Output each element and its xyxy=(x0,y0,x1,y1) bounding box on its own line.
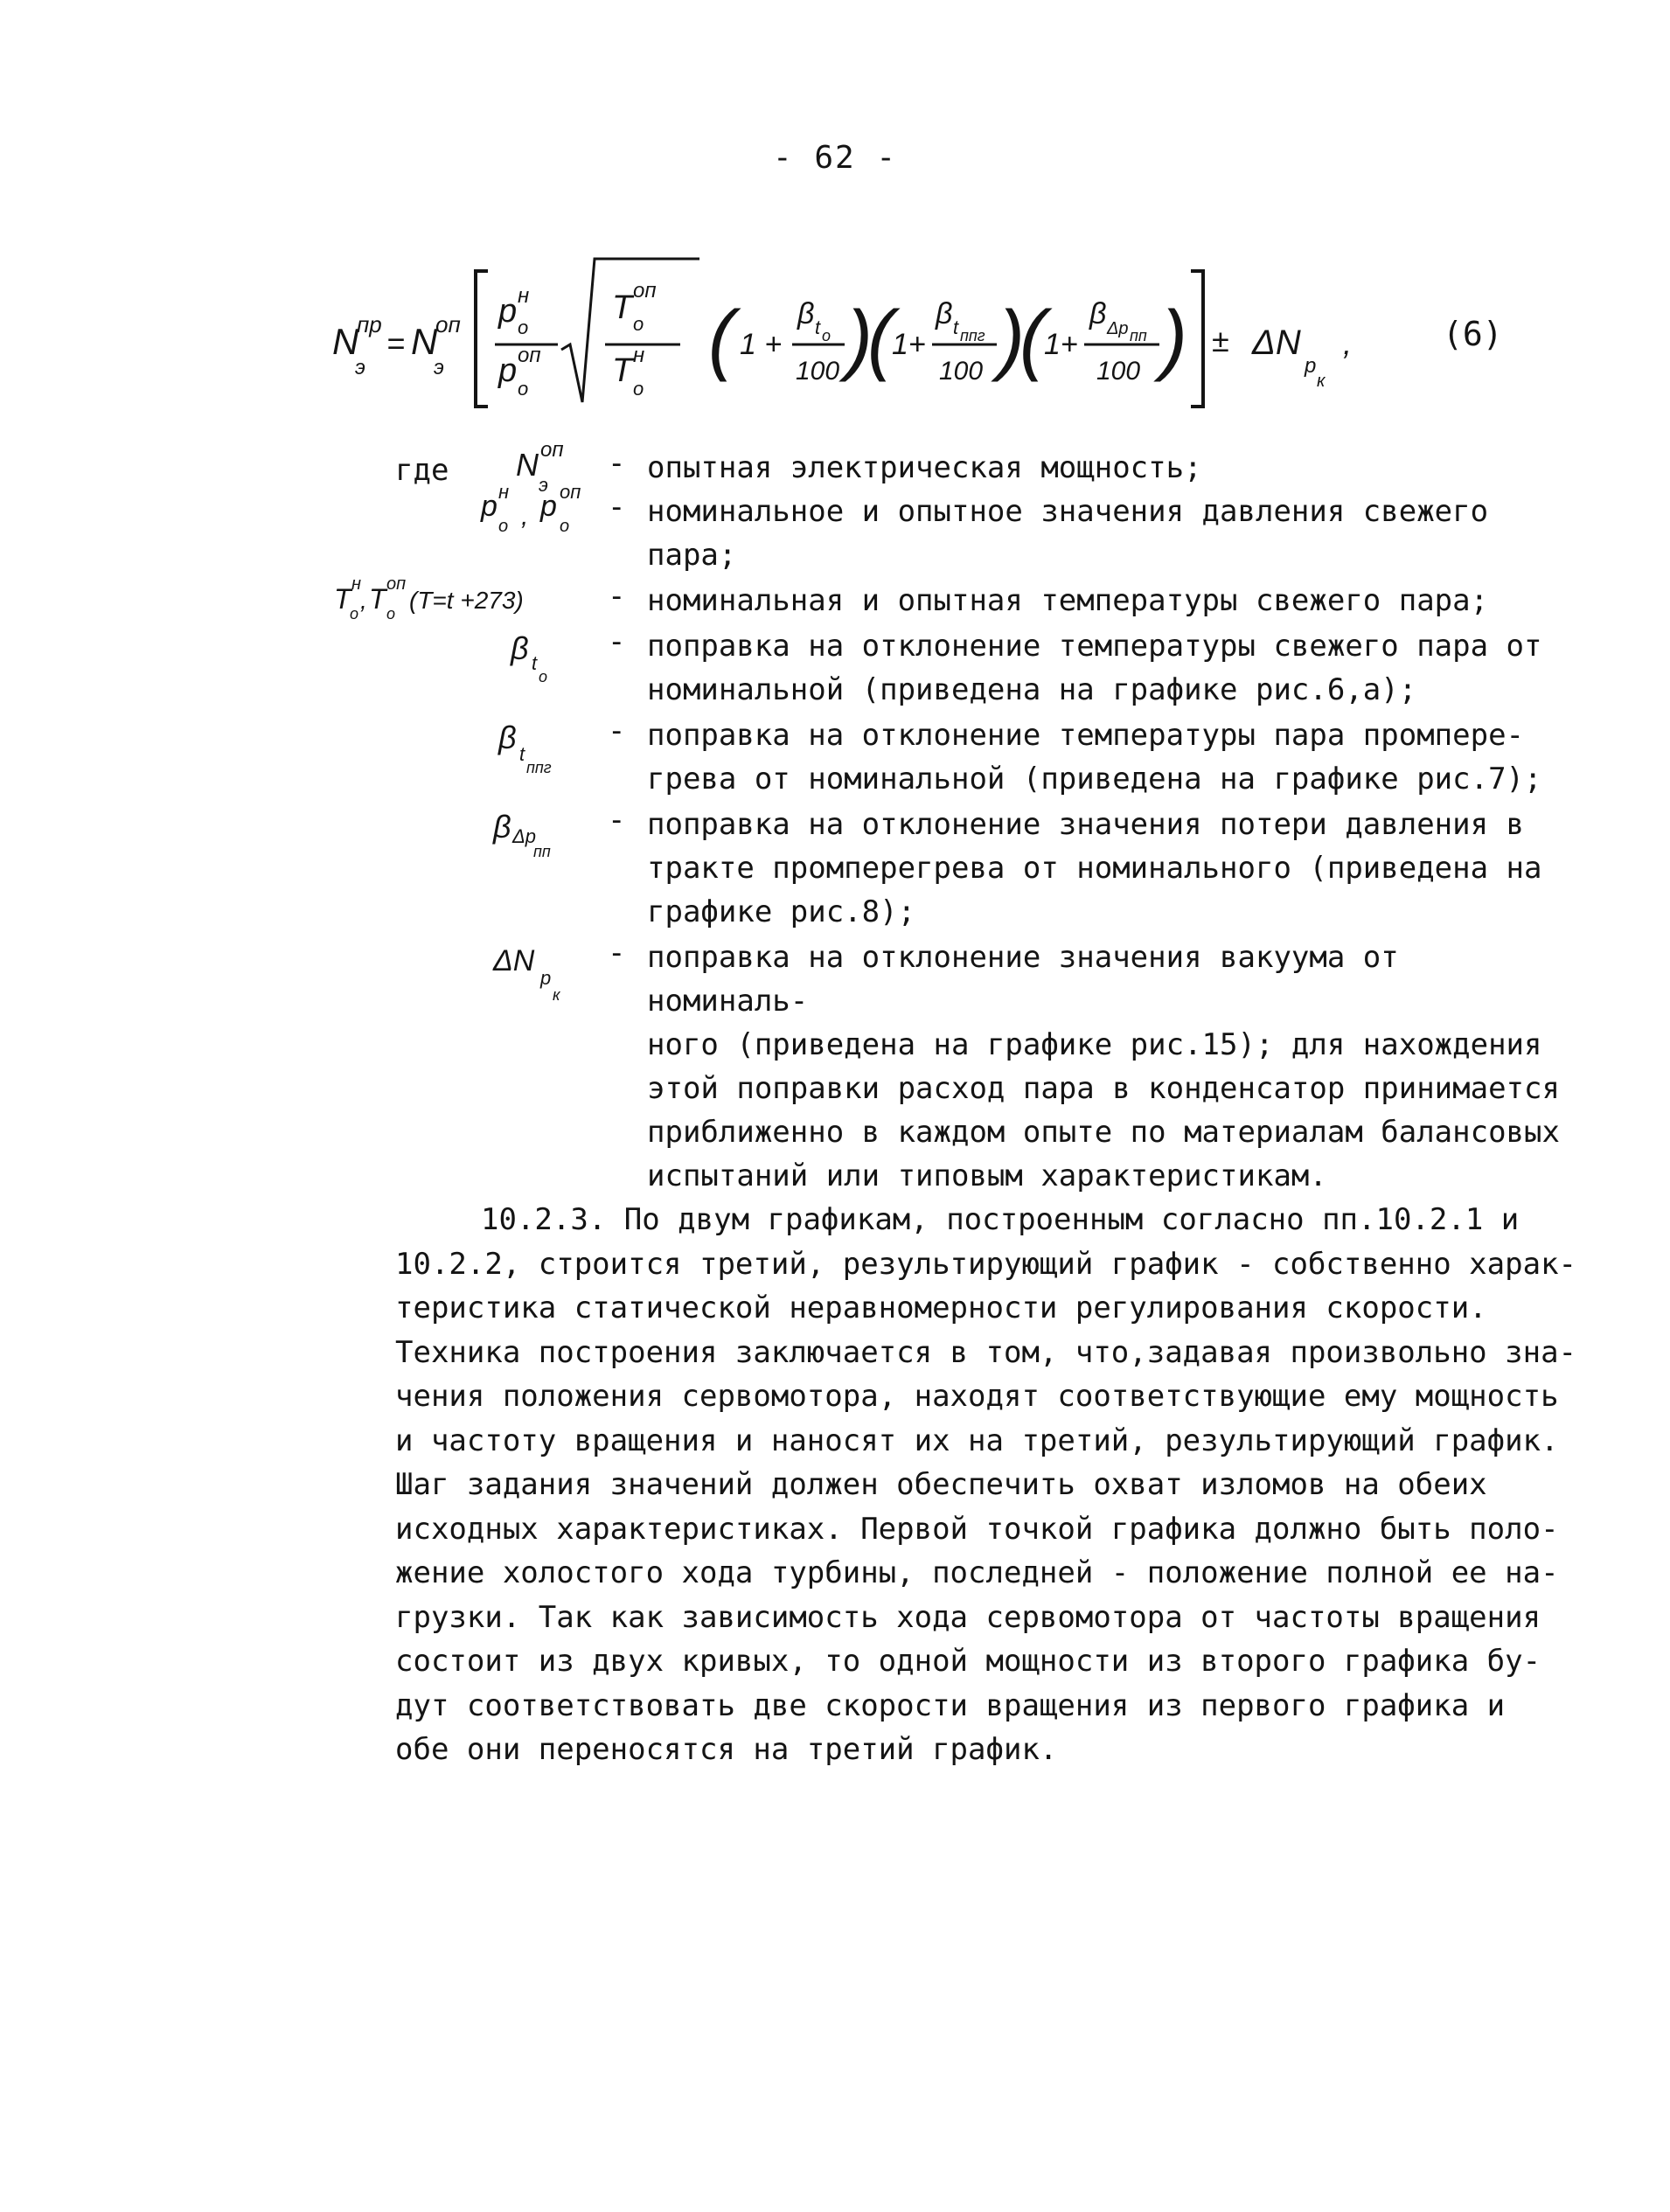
svg-text:): ) xyxy=(1161,296,1187,383)
svg-text:(T=t +273): (T=t +273) xyxy=(409,587,524,614)
definition-line: номинальная и опытная температуры свежего пара; xyxy=(647,583,1489,618)
svg-text:н: н xyxy=(498,481,510,503)
svg-text:p: p xyxy=(1305,354,1317,378)
definition-symbol xyxy=(324,799,612,860)
definition-line: номинальной (приведена на графике рис.6,а); xyxy=(647,672,1417,707)
where-label: где xyxy=(395,453,449,488)
definition-text xyxy=(647,579,1574,623)
svg-text:о: о xyxy=(539,668,548,685)
svg-text:о: о xyxy=(822,327,832,344)
svg-text:ΔN: ΔN xyxy=(1252,323,1301,362)
definition-line: грева от номинальной (приведена на графике рис.7); xyxy=(647,762,1542,796)
svg-text:1+: 1+ xyxy=(1044,328,1078,361)
definition-line: графике рис.8); xyxy=(647,894,916,929)
svg-text:оп: оп xyxy=(540,438,564,462)
definition-dash: - xyxy=(608,936,626,970)
paragraph-10-2-3 xyxy=(395,1198,1577,1772)
svg-text:β: β xyxy=(493,809,511,845)
paragraph-line: состоит из двух кривых, то одной мощности из второго графика бу- xyxy=(395,1644,1541,1679)
svg-text:N: N xyxy=(411,321,438,362)
definition-line: поправка на отклонение значения потери давления в xyxy=(647,807,1525,842)
svg-text:t: t xyxy=(532,652,538,674)
definition-line: этой поправки расход пара в конденсатор принимается xyxy=(647,1071,1560,1106)
definition-text xyxy=(647,936,1574,1198)
svg-text:н: н xyxy=(518,284,530,308)
svg-text:о: о xyxy=(633,378,644,400)
definition-item xyxy=(0,481,1670,577)
definition-line: тракте промперегрева от номинального (приведена на xyxy=(647,851,1542,886)
paragraph-line: дут соответствовать две скорости вращения из первого графика и xyxy=(395,1687,1506,1723)
definition-item xyxy=(0,713,1670,801)
definition-line: поправка на отклонение значения вакуума от номиналь- xyxy=(647,940,1399,1019)
svg-text:о: о xyxy=(518,378,529,400)
svg-text:): ) xyxy=(999,296,1025,383)
paragraph-line: чения положения сервомотора, находят соответствующие ему мощность xyxy=(395,1379,1559,1414)
paragraph-line: Техника построения заключается в том, что,задавая произвольно зна- xyxy=(395,1334,1577,1370)
svg-text:β: β xyxy=(498,720,517,755)
svg-text:Δp: Δp xyxy=(1107,319,1129,338)
svg-text:о: о xyxy=(350,605,359,623)
svg-text:100: 100 xyxy=(796,357,840,386)
definition-symbol xyxy=(324,930,612,1004)
definition-line: опытная электрическая мощность; xyxy=(647,450,1202,485)
formula-6 xyxy=(332,254,1504,428)
svg-text:1 +: 1 + xyxy=(740,328,783,361)
svg-text:p: p xyxy=(498,352,518,389)
definition-text xyxy=(647,803,1574,934)
svg-text:T: T xyxy=(612,289,633,326)
svg-text:оп: оп xyxy=(386,574,407,594)
svg-text:ΔN: ΔN xyxy=(493,944,535,977)
svg-text:t: t xyxy=(953,316,959,338)
svg-text:Δp: Δp xyxy=(512,825,536,847)
svg-text:э: э xyxy=(355,356,365,379)
svg-text:(: ( xyxy=(867,296,894,383)
definition-dash: - xyxy=(608,446,626,481)
paragraph-line: 10.2.3. По двум графикам, построенным согласно пп.10.2.1 и xyxy=(481,1202,1520,1237)
svg-text:): ) xyxy=(846,296,873,383)
svg-text:э: э xyxy=(434,356,444,379)
svg-text:оп: оп xyxy=(435,311,461,337)
svg-text:о: о xyxy=(560,517,570,536)
svg-text:β: β xyxy=(797,297,815,330)
svg-text:p: p xyxy=(540,490,557,523)
svg-text:пп: пп xyxy=(1130,327,1147,344)
paragraph-line: жение холостого хода турбины, последней - положение полной ее на- xyxy=(395,1555,1559,1590)
svg-text:к: к xyxy=(1317,372,1326,391)
definition-item xyxy=(0,803,1670,934)
svg-text:н: н xyxy=(633,344,645,367)
symbol-graphic xyxy=(490,710,612,780)
svg-text:t: t xyxy=(815,316,821,338)
svg-text:p: p xyxy=(498,293,518,330)
symbol-graphic xyxy=(507,619,612,689)
svg-text:о: о xyxy=(498,517,509,536)
svg-text:,: , xyxy=(360,587,367,614)
definition-dash: - xyxy=(608,803,626,838)
svg-text:ппг: ппг xyxy=(526,759,552,776)
svg-text:о: о xyxy=(633,313,644,335)
definition-item xyxy=(0,574,1670,631)
definition-line: ного (приведена на графике рис.15); для нахождения xyxy=(647,1027,1542,1062)
svg-text:к: к xyxy=(553,986,560,1004)
paragraph-line: теристика статической неравномерности регулирования скорости. xyxy=(395,1290,1487,1325)
paragraph-line: 10.2.2, строится третий, результирующий график - собственно харак- xyxy=(395,1246,1577,1282)
svg-text:β: β xyxy=(1089,297,1107,330)
paragraph-line: исходных характеристиках. Первой точкой графика должно быть поло- xyxy=(395,1511,1559,1547)
svg-text:,: , xyxy=(1343,325,1353,361)
svg-text:=: = xyxy=(386,325,406,361)
svg-text:о: о xyxy=(518,316,529,338)
svg-text:±: ± xyxy=(1212,323,1229,358)
svg-text:p: p xyxy=(481,490,498,523)
symbol-graphic xyxy=(490,799,612,869)
symbol-graphic xyxy=(490,930,612,1009)
equation-number: (6) xyxy=(1443,315,1503,353)
formula-graphic xyxy=(332,254,1434,428)
paragraph-line: грузки. Так как зависимость хода сервомотора от частоты вращения xyxy=(395,1599,1541,1635)
definition-symbol xyxy=(324,477,612,536)
definition-dash: - xyxy=(608,713,626,748)
definition-line: приближенно в каждом опыте по материалам балансовых xyxy=(647,1115,1560,1150)
definition-symbol xyxy=(332,565,608,623)
definition-symbol xyxy=(324,619,612,685)
svg-text:пр: пр xyxy=(357,311,382,337)
definition-text xyxy=(647,446,1574,490)
svg-text:оп: оп xyxy=(633,279,657,303)
svg-text:T: T xyxy=(369,583,386,615)
definition-line: поправка на отклонение температуры свежего пара от xyxy=(647,629,1542,664)
definition-item xyxy=(0,936,1670,1193)
symbol-graphic xyxy=(472,477,612,547)
definition-text xyxy=(647,490,1574,577)
svg-text:,: , xyxy=(521,502,529,531)
svg-text:1+: 1+ xyxy=(892,328,926,361)
svg-text:(: ( xyxy=(1019,296,1046,383)
svg-text:ппг: ппг xyxy=(960,327,985,344)
svg-text:100: 100 xyxy=(939,357,984,386)
svg-text:оп: оп xyxy=(560,481,581,503)
svg-text:э: э xyxy=(539,474,548,496)
svg-text:t: t xyxy=(519,743,525,765)
definition-dash: - xyxy=(608,490,626,525)
svg-text:N: N xyxy=(516,447,539,483)
paragraph-line: и частоту вращения и наносят их на третий, результирующий график. xyxy=(395,1422,1559,1458)
definition-text xyxy=(647,713,1574,801)
paragraph-line: Шаг задания значений должен обеспечить охват изломов на обеих xyxy=(395,1467,1487,1502)
svg-text:p: p xyxy=(540,967,552,989)
page-number: - 62 - xyxy=(772,140,898,176)
svg-text:β: β xyxy=(936,297,953,330)
definition-line: пара; xyxy=(647,538,737,573)
svg-text:T: T xyxy=(612,352,633,389)
definition-line: поправка на отклонение температуры пара промпере- xyxy=(647,718,1525,753)
svg-text:(: ( xyxy=(708,296,734,383)
definition-symbol xyxy=(324,430,612,496)
svg-text:оп: оп xyxy=(518,344,541,367)
svg-text:о: о xyxy=(386,605,396,623)
svg-text:β: β xyxy=(511,630,529,666)
svg-text:N: N xyxy=(332,321,359,362)
paragraph-line: обе они переносятся на третий график. xyxy=(395,1732,1058,1767)
svg-text:T: T xyxy=(334,583,351,615)
definition-dash: - xyxy=(608,624,626,659)
definition-line: номинальное и опытное значения давления свежего xyxy=(647,494,1489,529)
svg-text:пп: пп xyxy=(533,843,551,860)
definition-symbol xyxy=(324,710,612,776)
svg-text:н: н xyxy=(351,574,362,594)
svg-text:100: 100 xyxy=(1096,357,1141,386)
definition-text xyxy=(647,624,1574,712)
definition-dash: - xyxy=(608,579,626,614)
definition-item xyxy=(0,624,1670,712)
definition-line: испытаний или типовым характеристикам. xyxy=(647,1158,1327,1193)
